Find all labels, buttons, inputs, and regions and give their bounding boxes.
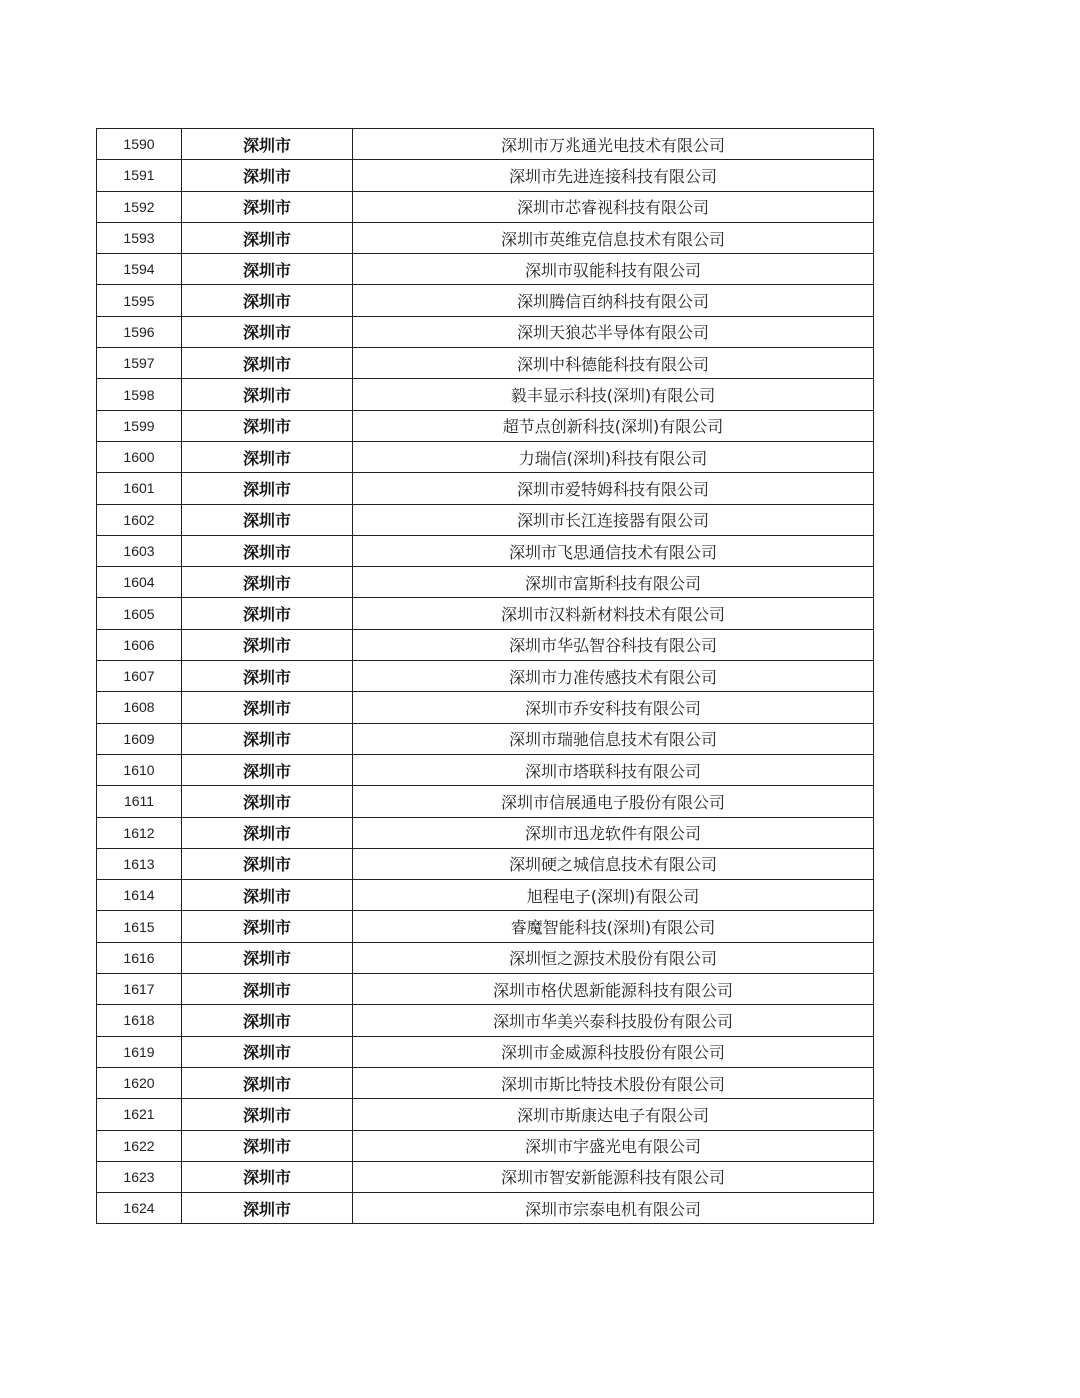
table-row	[97, 1005, 874, 1036]
row-number: 1602	[97, 504, 182, 535]
row-company-name: 深圳市华弘智谷科技有限公司	[353, 629, 874, 660]
row-company-name: 超节点创新科技(深圳)有限公司	[353, 410, 874, 441]
row-city: 深圳市	[182, 504, 353, 535]
row-company-name: 深圳市斯比特技术股份有限公司	[353, 1067, 874, 1098]
row-number: 1621	[97, 1099, 182, 1130]
table-row	[97, 1099, 874, 1130]
row-number: 1597	[97, 348, 182, 379]
row-city: 深圳市	[182, 160, 353, 191]
row-number: 1618	[97, 1005, 182, 1036]
row-city: 深圳市	[182, 1099, 353, 1130]
row-company-name: 力瑞信(深圳)科技有限公司	[353, 441, 874, 472]
table-row	[97, 723, 874, 754]
row-company-name: 深圳市华美兴泰科技股份有限公司	[353, 1005, 874, 1036]
row-company-name: 深圳市瑞驰信息技术有限公司	[353, 723, 874, 754]
table-row	[97, 191, 874, 222]
row-city: 深圳市	[182, 942, 353, 973]
row-number: 1599	[97, 410, 182, 441]
table-row	[97, 348, 874, 379]
table-row	[97, 629, 874, 660]
row-number: 1604	[97, 567, 182, 598]
row-city: 深圳市	[182, 692, 353, 723]
table-row	[97, 316, 874, 347]
row-city: 深圳市	[182, 911, 353, 942]
row-company-name: 深圳市格伏恩新能源科技有限公司	[353, 974, 874, 1005]
row-city: 深圳市	[182, 379, 353, 410]
table-row	[97, 441, 874, 472]
row-city: 深圳市	[182, 535, 353, 566]
row-company-name: 深圳市宇盛光电有限公司	[353, 1130, 874, 1161]
table-row	[97, 598, 874, 629]
row-number: 1622	[97, 1130, 182, 1161]
company-list-table	[96, 128, 874, 1224]
row-company-name: 深圳市爱特姆科技有限公司	[353, 473, 874, 504]
row-number: 1600	[97, 441, 182, 472]
table-row	[97, 942, 874, 973]
table-row	[97, 535, 874, 566]
table-row	[97, 1067, 874, 1098]
row-city: 深圳市	[182, 410, 353, 441]
table-body	[97, 129, 874, 1224]
row-city: 深圳市	[182, 974, 353, 1005]
table-row	[97, 1036, 874, 1067]
table-row	[97, 848, 874, 879]
row-number: 1613	[97, 848, 182, 879]
table-row	[97, 1193, 874, 1224]
row-number: 1595	[97, 285, 182, 316]
row-number: 1607	[97, 661, 182, 692]
row-city: 深圳市	[182, 285, 353, 316]
row-company-name: 深圳市长江连接器有限公司	[353, 504, 874, 535]
row-city: 深圳市	[182, 254, 353, 285]
row-city: 深圳市	[182, 567, 353, 598]
row-number: 1598	[97, 379, 182, 410]
table-row	[97, 817, 874, 848]
row-number: 1612	[97, 817, 182, 848]
row-number: 1608	[97, 692, 182, 723]
table-row	[97, 754, 874, 785]
row-city: 深圳市	[182, 222, 353, 253]
row-city: 深圳市	[182, 1005, 353, 1036]
row-city: 深圳市	[182, 723, 353, 754]
row-number: 1619	[97, 1036, 182, 1067]
row-city: 深圳市	[182, 348, 353, 379]
table-row	[97, 285, 874, 316]
row-city: 深圳市	[182, 1193, 353, 1224]
row-city: 深圳市	[182, 441, 353, 472]
row-city: 深圳市	[182, 754, 353, 785]
table-row	[97, 222, 874, 253]
table-row	[97, 160, 874, 191]
row-number: 1620	[97, 1067, 182, 1098]
row-company-name: 深圳市塔联科技有限公司	[353, 754, 874, 785]
row-city: 深圳市	[182, 1067, 353, 1098]
row-company-name: 睿魔智能科技(深圳)有限公司	[353, 911, 874, 942]
row-number: 1590	[97, 129, 182, 160]
row-number: 1591	[97, 160, 182, 191]
row-company-name: 深圳市万兆通光电技术有限公司	[353, 129, 874, 160]
row-city: 深圳市	[182, 880, 353, 911]
row-number: 1592	[97, 191, 182, 222]
row-city: 深圳市	[182, 817, 353, 848]
row-city: 深圳市	[182, 1036, 353, 1067]
row-number: 1616	[97, 942, 182, 973]
row-number: 1611	[97, 786, 182, 817]
table-row	[97, 1130, 874, 1161]
row-company-name: 旭程电子(深圳)有限公司	[353, 880, 874, 911]
row-company-name: 深圳中科德能科技有限公司	[353, 348, 874, 379]
row-city: 深圳市	[182, 1130, 353, 1161]
row-company-name: 深圳市富斯科技有限公司	[353, 567, 874, 598]
row-company-name: 深圳硬之城信息技术有限公司	[353, 848, 874, 879]
table-row	[97, 692, 874, 723]
row-number: 1594	[97, 254, 182, 285]
row-number: 1609	[97, 723, 182, 754]
row-company-name: 深圳市驭能科技有限公司	[353, 254, 874, 285]
row-number: 1596	[97, 316, 182, 347]
row-company-name: 深圳市英维克信息技术有限公司	[353, 222, 874, 253]
row-company-name: 毅丰显示科技(深圳)有限公司	[353, 379, 874, 410]
row-number: 1610	[97, 754, 182, 785]
row-company-name: 深圳市智安新能源科技有限公司	[353, 1161, 874, 1192]
table-row	[97, 567, 874, 598]
row-number: 1603	[97, 535, 182, 566]
table-row	[97, 911, 874, 942]
row-company-name: 深圳天狼芯半导体有限公司	[353, 316, 874, 347]
table-row	[97, 1161, 874, 1192]
row-company-name: 深圳恒之源技术股份有限公司	[353, 942, 874, 973]
row-company-name: 深圳腾信百纳科技有限公司	[353, 285, 874, 316]
row-company-name: 深圳市乔安科技有限公司	[353, 692, 874, 723]
row-number: 1617	[97, 974, 182, 1005]
table-row	[97, 661, 874, 692]
row-company-name: 深圳市芯睿视科技有限公司	[353, 191, 874, 222]
table-row	[97, 974, 874, 1005]
row-company-name: 深圳市力准传感技术有限公司	[353, 661, 874, 692]
row-company-name: 深圳市斯康达电子有限公司	[353, 1099, 874, 1130]
table-row	[97, 410, 874, 441]
row-city: 深圳市	[182, 129, 353, 160]
row-city: 深圳市	[182, 598, 353, 629]
row-city: 深圳市	[182, 786, 353, 817]
table-row	[97, 504, 874, 535]
table-row	[97, 473, 874, 504]
row-city: 深圳市	[182, 473, 353, 504]
row-company-name: 深圳市先进连接科技有限公司	[353, 160, 874, 191]
row-company-name: 深圳市飞思通信技术有限公司	[353, 535, 874, 566]
table-row	[97, 254, 874, 285]
row-number: 1614	[97, 880, 182, 911]
row-city: 深圳市	[182, 191, 353, 222]
row-number: 1615	[97, 911, 182, 942]
row-company-name: 深圳市汉料新材料技术有限公司	[353, 598, 874, 629]
row-city: 深圳市	[182, 316, 353, 347]
table-row	[97, 379, 874, 410]
row-number: 1623	[97, 1161, 182, 1192]
row-city: 深圳市	[182, 1161, 353, 1192]
table-row	[97, 880, 874, 911]
row-company-name: 深圳市信展通电子股份有限公司	[353, 786, 874, 817]
row-number: 1606	[97, 629, 182, 660]
row-number: 1624	[97, 1193, 182, 1224]
row-city: 深圳市	[182, 661, 353, 692]
table-row	[97, 129, 874, 160]
row-number: 1605	[97, 598, 182, 629]
row-company-name: 深圳市金威源科技股份有限公司	[353, 1036, 874, 1067]
row-number: 1601	[97, 473, 182, 504]
row-city: 深圳市	[182, 848, 353, 879]
row-city: 深圳市	[182, 629, 353, 660]
row-company-name: 深圳市迅龙软件有限公司	[353, 817, 874, 848]
table-row	[97, 786, 874, 817]
row-company-name: 深圳市宗泰电机有限公司	[353, 1193, 874, 1224]
row-number: 1593	[97, 222, 182, 253]
